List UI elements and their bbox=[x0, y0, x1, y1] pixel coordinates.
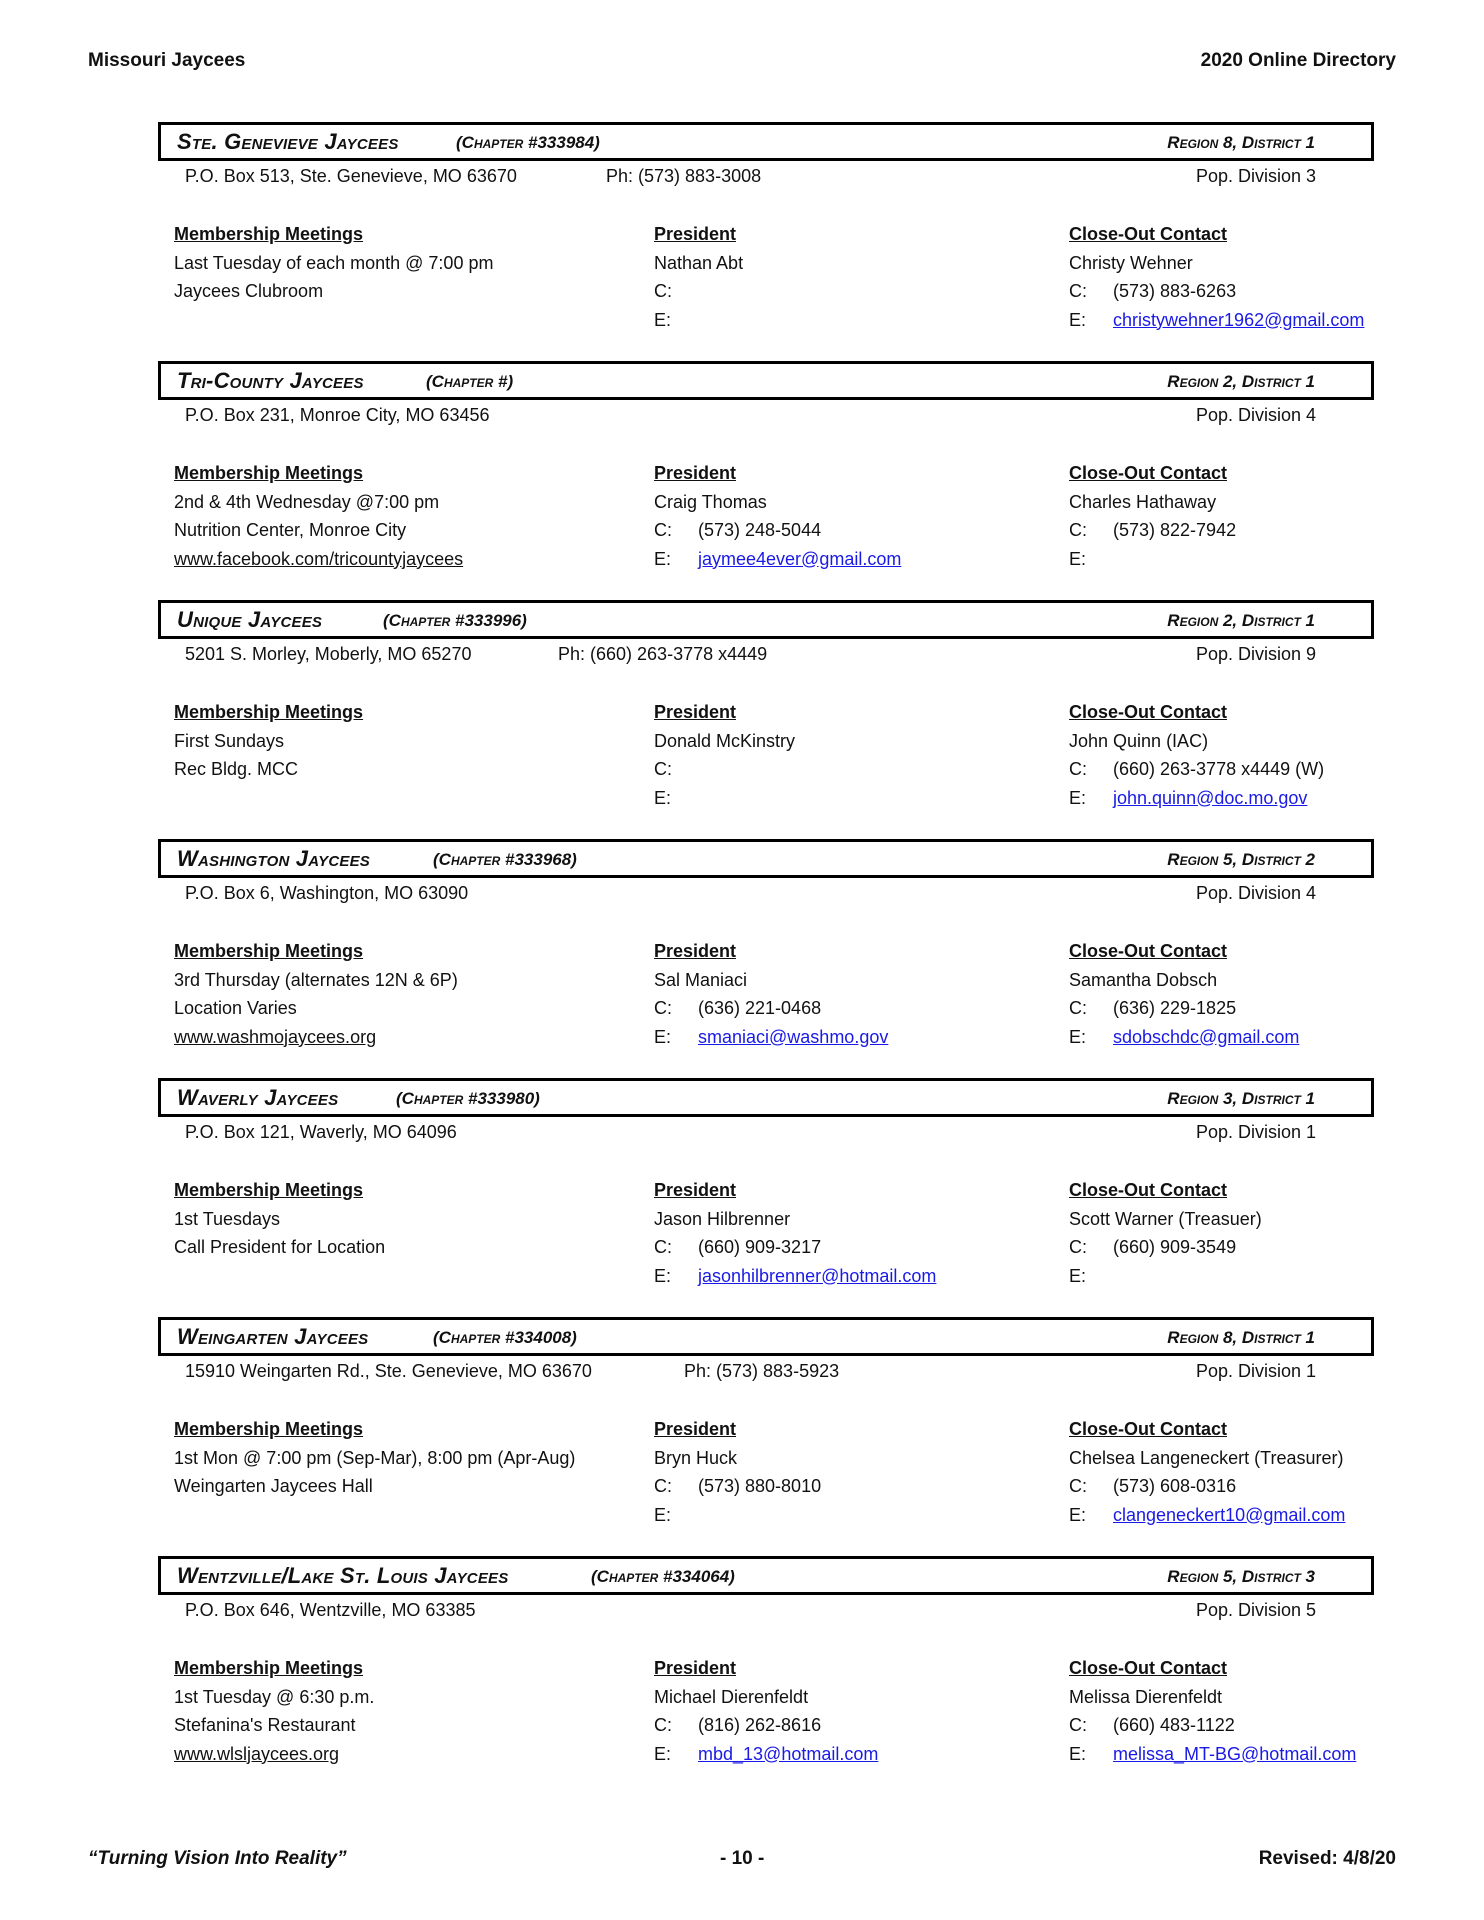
chapter-website[interactable] bbox=[174, 784, 363, 813]
chapter-website[interactable] bbox=[174, 1262, 385, 1291]
closeout-cell: (636) 229-1825 bbox=[1113, 998, 1237, 1018]
closeout-cell: (660) 909-3549 bbox=[1113, 1237, 1237, 1257]
meetings-column bbox=[174, 220, 493, 334]
president-cell: (816) 262-8616 bbox=[698, 1715, 822, 1735]
chapter-number: (Chapter #334008) bbox=[433, 1328, 577, 1347]
directory-title: 2020 Online Directory bbox=[1200, 50, 1396, 71]
president-email[interactable]: smaniaci@washmo.gov bbox=[698, 1026, 889, 1047]
president-cell: (636) 221-0468 bbox=[698, 998, 822, 1018]
chapter-card bbox=[158, 1556, 1374, 1795]
meetings-column bbox=[174, 1415, 575, 1529]
chapter-address: P.O. Box 513, Ste. Genevieve, MO 63670 bbox=[185, 166, 517, 186]
closeout-heading: Close-Out Contact bbox=[1069, 224, 1228, 244]
president-heading: President bbox=[654, 941, 737, 961]
president-email[interactable]: mbd_13@hotmail.com bbox=[698, 1743, 879, 1764]
president-column bbox=[654, 1415, 821, 1529]
closeout-name: Christy Wehner bbox=[1069, 252, 1193, 273]
chapter-region: Region 8, District 1 bbox=[1167, 1328, 1315, 1347]
president-heading: President bbox=[654, 1180, 737, 1200]
meeting-schedule: Last Tuesday of each month @ 7:00 pm bbox=[174, 252, 494, 273]
president-name: Nathan Abt bbox=[654, 252, 744, 273]
meetings-heading: Membership Meetings bbox=[174, 1658, 364, 1678]
meeting-location: Call President for Location bbox=[174, 1237, 386, 1257]
closeout-name: Chelsea Langeneckert (Treasurer) bbox=[1069, 1447, 1344, 1468]
president-name: Donald McKinstry bbox=[654, 730, 796, 751]
email-label: E: bbox=[654, 1743, 672, 1764]
email-label: E: bbox=[1069, 1265, 1087, 1286]
closeout-name: Charles Hathaway bbox=[1069, 491, 1217, 512]
chapter-website[interactable] bbox=[174, 306, 493, 335]
chapter-title-bar bbox=[158, 1317, 1374, 1356]
closeout-name: Scott Warner (Treasuer) bbox=[1069, 1208, 1262, 1229]
president-email[interactable]: jasonhilbrenner@hotmail.com bbox=[698, 1265, 937, 1286]
closeout-email[interactable]: sdobschdc@gmail.com bbox=[1113, 1026, 1300, 1047]
chapter-address: 15910 Weingarten Rd., Ste. Genevieve, MO 63670 bbox=[185, 1361, 592, 1381]
chapter-list bbox=[158, 122, 1374, 1795]
closeout-cell: (573) 822-7942 bbox=[1113, 520, 1237, 540]
meeting-location: Stefanina's Restaurant bbox=[174, 1715, 356, 1735]
cell-label: C: bbox=[1069, 281, 1087, 301]
president-heading: President bbox=[654, 702, 737, 722]
chapter-name: Wentzville/Lake St. Louis Jaycees bbox=[177, 1563, 509, 1588]
meeting-location: Weingarten Jaycees Hall bbox=[174, 1476, 373, 1496]
closeout-name: Melissa Dierenfeldt bbox=[1069, 1686, 1223, 1707]
chapter-card bbox=[158, 600, 1374, 839]
chapter-title-bar bbox=[158, 600, 1374, 639]
meeting-schedule: 1st Tuesday @ 6:30 p.m. bbox=[174, 1686, 375, 1707]
email-label: E: bbox=[1069, 309, 1087, 330]
pop-division: Pop. Division 4 bbox=[1195, 883, 1316, 903]
closeout-heading: Close-Out Contact bbox=[1069, 702, 1228, 722]
chapter-number: (Chapter #333968) bbox=[433, 850, 577, 869]
cell-label: C: bbox=[654, 759, 672, 779]
meetings-column bbox=[174, 459, 463, 573]
cell-label: C: bbox=[1069, 1237, 1087, 1257]
chapter-website[interactable] bbox=[174, 1501, 575, 1530]
chapter-phone: Ph: (660) 263-3778 x4449 bbox=[558, 644, 768, 664]
email-label: E: bbox=[1069, 787, 1087, 808]
chapter-title-bar bbox=[158, 1556, 1374, 1595]
email-label: E: bbox=[654, 1265, 672, 1286]
cell-label: C: bbox=[1069, 998, 1087, 1018]
meetings-column bbox=[174, 1654, 374, 1768]
cell-label: C: bbox=[654, 1237, 672, 1257]
closeout-heading: Close-Out Contact bbox=[1069, 1419, 1228, 1439]
closeout-cell: (573) 608-0316 bbox=[1113, 1476, 1237, 1496]
chapter-title-bar bbox=[158, 1078, 1374, 1117]
closeout-column bbox=[1069, 937, 1299, 1051]
chapter-card bbox=[158, 839, 1374, 1078]
meeting-schedule: 3rd Thursday (alternates 12N & 6P) bbox=[174, 969, 458, 990]
meetings-heading: Membership Meetings bbox=[174, 941, 364, 961]
chapter-name: Tri-County Jaycees bbox=[177, 368, 364, 393]
president-name: Sal Maniaci bbox=[654, 969, 748, 990]
chapter-region: Region 5, District 2 bbox=[1167, 850, 1315, 869]
chapter-card bbox=[158, 1317, 1374, 1556]
president-heading: President bbox=[654, 1419, 737, 1439]
president-column bbox=[654, 1654, 878, 1768]
chapter-number: (Chapter #333996) bbox=[383, 611, 527, 630]
chapter-title-bar bbox=[158, 839, 1374, 878]
chapter-region: Region 2, District 1 bbox=[1167, 611, 1315, 630]
email-label: E: bbox=[1069, 1504, 1087, 1525]
email-label: E: bbox=[1069, 1026, 1087, 1047]
meetings-column bbox=[174, 1176, 385, 1290]
closeout-column bbox=[1069, 459, 1236, 573]
president-cell: (660) 909-3217 bbox=[698, 1237, 822, 1257]
closeout-email[interactable]: melissa_MT-BG@hotmail.com bbox=[1113, 1743, 1357, 1764]
chapter-name: Washington Jaycees bbox=[177, 846, 371, 871]
president-name: Craig Thomas bbox=[654, 491, 767, 512]
email-label: E: bbox=[654, 1504, 672, 1525]
closeout-name: John Quinn (IAC) bbox=[1069, 730, 1209, 751]
president-column bbox=[654, 1176, 936, 1290]
chapter-name: Ste. Genevieve Jaycees bbox=[177, 129, 399, 154]
cell-label: C: bbox=[654, 1715, 672, 1735]
cell-label: C: bbox=[654, 520, 672, 540]
email-label: E: bbox=[654, 548, 672, 569]
meeting-location: Location Varies bbox=[174, 998, 297, 1018]
president-column bbox=[654, 220, 743, 334]
closeout-column bbox=[1069, 1415, 1345, 1529]
chapter-region: Region 5, District 3 bbox=[1167, 1567, 1315, 1586]
president-heading: President bbox=[654, 1658, 737, 1678]
closeout-email[interactable]: john.quinn@doc.mo.gov bbox=[1113, 787, 1308, 808]
meeting-location: Nutrition Center, Monroe City bbox=[174, 520, 407, 540]
president-column bbox=[654, 459, 901, 573]
meeting-schedule: 1st Mon @ 7:00 pm (Sep-Mar), 8:00 pm (Apr-Aug) bbox=[174, 1447, 576, 1468]
closeout-heading: Close-Out Contact bbox=[1069, 463, 1228, 483]
closeout-cell: (573) 883-6263 bbox=[1113, 281, 1237, 301]
cell-label: C: bbox=[1069, 1476, 1087, 1496]
meetings-heading: Membership Meetings bbox=[174, 1419, 364, 1439]
meetings-column bbox=[174, 937, 458, 1051]
closeout-heading: Close-Out Contact bbox=[1069, 941, 1228, 961]
revision-date: Revised: 4/8/20 bbox=[1258, 1848, 1396, 1869]
closeout-cell: (660) 483-1122 bbox=[1113, 1715, 1235, 1735]
cell-label: C: bbox=[1069, 1715, 1087, 1735]
closeout-cell: (660) 263-3778 x4449 (W) bbox=[1113, 759, 1325, 779]
pop-division: Pop. Division 1 bbox=[1195, 1361, 1316, 1381]
email-label: E: bbox=[654, 1026, 672, 1047]
meeting-schedule: First Sundays bbox=[174, 730, 285, 751]
president-cell: (573) 248-5044 bbox=[698, 520, 822, 540]
closeout-column bbox=[1069, 1654, 1356, 1768]
chapter-card bbox=[158, 361, 1374, 600]
meeting-location: Jaycees Clubroom bbox=[174, 281, 324, 301]
chapter-phone: Ph: (573) 883-5923 bbox=[684, 1361, 840, 1381]
meeting-schedule: 2nd & 4th Wednesday @7:00 pm bbox=[174, 491, 440, 512]
closeout-column bbox=[1069, 1176, 1262, 1290]
chapter-address: 5201 S. Morley, Moberly, MO 65270 bbox=[185, 644, 472, 664]
chapter-address: P.O. Box 231, Monroe City, MO 63456 bbox=[185, 405, 490, 425]
closeout-name: Samantha Dobsch bbox=[1069, 969, 1218, 990]
chapter-website[interactable]: www.facebook.com/tricountyjaycees bbox=[174, 548, 464, 569]
chapter-name: Unique Jaycees bbox=[177, 607, 323, 632]
page-number: - 10 - bbox=[720, 1848, 765, 1869]
closeout-column bbox=[1069, 698, 1324, 812]
chapter-address: P.O. Box 121, Waverly, MO 64096 bbox=[185, 1122, 457, 1142]
chapter-card bbox=[158, 122, 1374, 361]
meetings-heading: Membership Meetings bbox=[174, 463, 364, 483]
chapter-name: Weingarten Jaycees bbox=[177, 1324, 369, 1349]
cell-label: C: bbox=[654, 281, 672, 301]
cell-label: C: bbox=[1069, 759, 1087, 779]
president-heading: President bbox=[654, 463, 737, 483]
president-column bbox=[654, 937, 888, 1051]
president-name: Michael Dierenfeldt bbox=[654, 1686, 809, 1707]
chapter-number: (Chapter #) bbox=[426, 372, 514, 391]
chapter-region: Region 3, District 1 bbox=[1167, 1089, 1315, 1108]
email-label: E: bbox=[654, 787, 672, 808]
chapter-region: Region 2, District 1 bbox=[1167, 372, 1315, 391]
meeting-schedule: 1st Tuesdays bbox=[174, 1208, 281, 1229]
cell-label: C: bbox=[654, 1476, 672, 1496]
president-name: Bryn Huck bbox=[654, 1447, 738, 1468]
pop-division: Pop. Division 4 bbox=[1195, 405, 1316, 425]
meetings-heading: Membership Meetings bbox=[174, 224, 364, 244]
chapter-website[interactable]: www.washmojaycees.org bbox=[174, 1026, 377, 1047]
pop-division: Pop. Division 1 bbox=[1195, 1122, 1316, 1142]
chapter-name: Waverly Jaycees bbox=[177, 1085, 339, 1110]
chapter-card bbox=[158, 1078, 1374, 1317]
pop-division: Pop. Division 3 bbox=[1195, 166, 1316, 186]
pop-division: Pop. Division 9 bbox=[1195, 644, 1316, 664]
meetings-column bbox=[174, 698, 363, 812]
chapter-website[interactable]: www.wlsljaycees.org bbox=[174, 1743, 340, 1764]
cell-label: C: bbox=[654, 998, 672, 1018]
chapter-number: (Chapter #333980) bbox=[396, 1089, 540, 1108]
chapter-region: Region 8, District 1 bbox=[1167, 133, 1315, 152]
chapter-phone: Ph: (573) 883-3008 bbox=[606, 166, 762, 186]
org-name: Missouri Jaycees bbox=[88, 50, 246, 71]
pop-division: Pop. Division 5 bbox=[1195, 1600, 1316, 1620]
closeout-email[interactable]: clangeneckert10@gmail.com bbox=[1113, 1504, 1346, 1525]
chapter-address: P.O. Box 6, Washington, MO 63090 bbox=[185, 883, 469, 903]
closeout-heading: Close-Out Contact bbox=[1069, 1658, 1228, 1678]
meeting-location: Rec Bldg. MCC bbox=[174, 759, 299, 779]
chapter-number: (Chapter #334064) bbox=[591, 1567, 735, 1586]
closeout-heading: Close-Out Contact bbox=[1069, 1180, 1228, 1200]
closeout-email[interactable]: christywehner1962@gmail.com bbox=[1113, 309, 1365, 330]
closeout-column bbox=[1069, 220, 1364, 334]
president-column bbox=[654, 698, 795, 812]
chapter-number: (Chapter #333984) bbox=[456, 133, 600, 152]
email-label: E: bbox=[1069, 548, 1087, 569]
page-header bbox=[88, 50, 1396, 76]
president-cell: (573) 880-8010 bbox=[698, 1476, 822, 1496]
chapter-address: P.O. Box 646, Wentzville, MO 63385 bbox=[185, 1600, 476, 1620]
meetings-heading: Membership Meetings bbox=[174, 1180, 364, 1200]
president-heading: President bbox=[654, 224, 737, 244]
meetings-heading: Membership Meetings bbox=[174, 702, 364, 722]
motto: “Turning Vision Into Reality” bbox=[88, 1848, 347, 1869]
page-footer bbox=[88, 1848, 1396, 1874]
email-label: E: bbox=[654, 309, 672, 330]
president-email[interactable]: jaymee4ever@gmail.com bbox=[698, 548, 902, 569]
president-name: Jason Hilbrenner bbox=[654, 1208, 791, 1229]
cell-label: C: bbox=[1069, 520, 1087, 540]
chapter-title-bar bbox=[158, 361, 1374, 400]
chapter-title-bar bbox=[158, 122, 1374, 161]
email-label: E: bbox=[1069, 1743, 1087, 1764]
